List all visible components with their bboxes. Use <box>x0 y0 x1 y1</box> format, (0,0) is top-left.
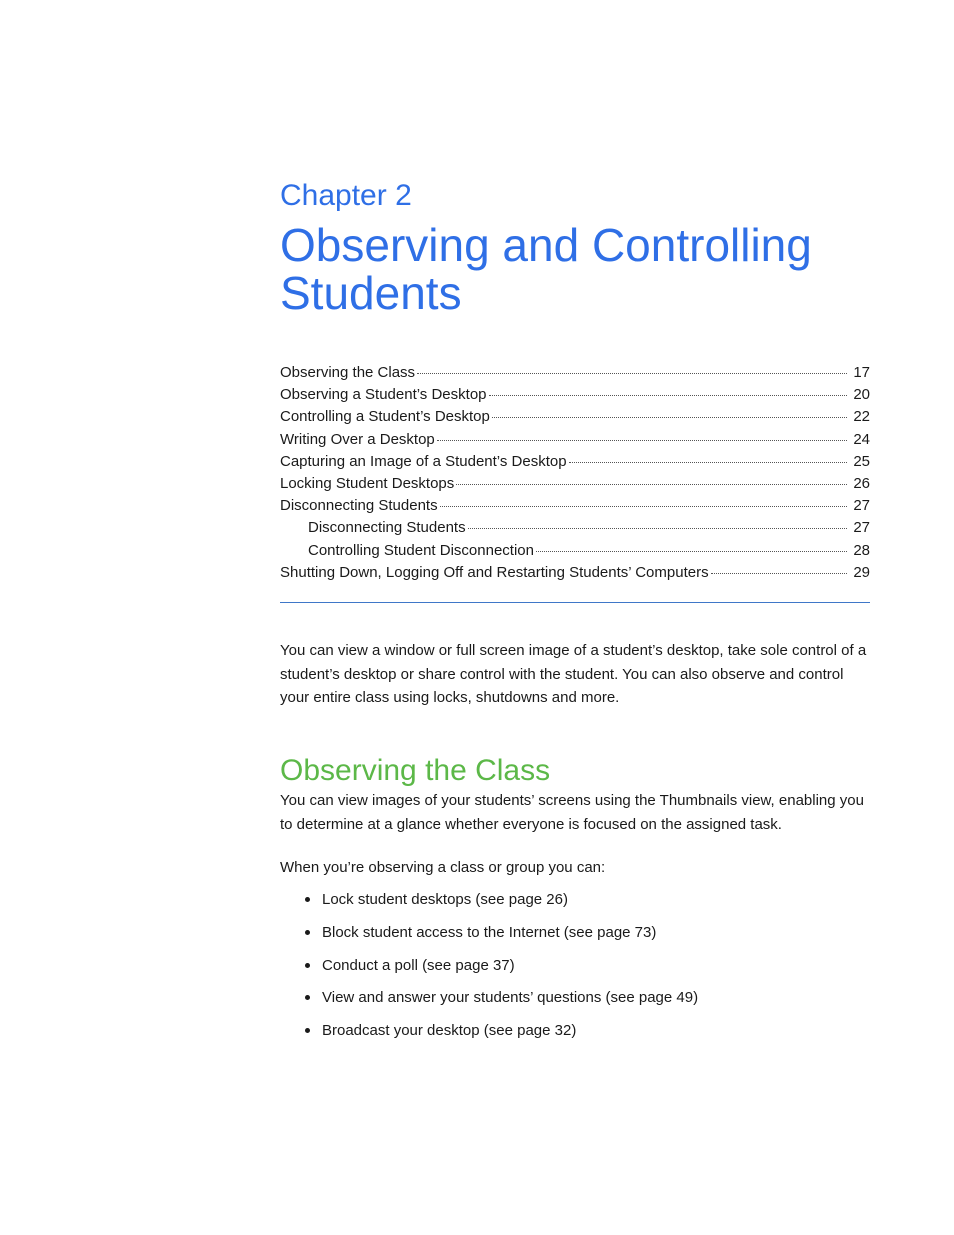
toc-entry-page: 20 <box>853 386 870 404</box>
section-paragraph: You can view images of your students’ screens using the Thumbnails view, enabling you to determine at a glance whether everyone is focused on the assigned task. <box>280 792 864 833</box>
toc-entry-title: Controlling a Student’s Desktop <box>280 408 490 426</box>
toc-leader-dots <box>569 462 848 463</box>
list-item <box>280 954 870 987</box>
toc-entry-page: 26 <box>853 474 870 492</box>
toc-entry[interactable] <box>280 429 870 451</box>
bullet-icon <box>305 930 310 935</box>
toc-entry-page: 25 <box>853 452 870 470</box>
toc-leader-dots <box>489 395 848 396</box>
toc-entry[interactable] <box>280 562 870 584</box>
toc-entry-page: 27 <box>853 497 870 515</box>
list-item-text: Broadcast your desktop (see page 32) <box>322 1022 577 1040</box>
list-item <box>280 888 870 921</box>
toc-entry[interactable] <box>280 473 870 495</box>
toc-entry-page: 17 <box>853 364 870 381</box>
list-item-text: Block student access to the Internet (see page 73) <box>322 923 657 941</box>
toc-leader-dots <box>437 440 848 441</box>
divider <box>280 602 870 603</box>
bullet-icon <box>305 1028 310 1033</box>
bullet-list <box>280 888 870 1052</box>
toc-entry-page: 27 <box>853 519 870 537</box>
toc-leader-dots <box>536 551 847 552</box>
list-item-text: Conduct a poll (see page 37) <box>322 956 515 974</box>
toc-entry-title: Controlling Student Disconnection <box>308 541 534 559</box>
toc-entry[interactable] <box>280 362 870 384</box>
toc-subentry[interactable] <box>280 517 870 539</box>
list-item-text: Lock student desktops (see page 26) <box>322 891 568 908</box>
toc-entry-page: 29 <box>853 563 870 581</box>
chapter-label: Chapter 2 <box>280 179 412 212</box>
bullet-icon <box>305 897 310 902</box>
toc-entry[interactable] <box>280 406 870 428</box>
intro-paragraph: You can view a window or full screen image of a student’s desktop, take sole control of a student’s desktop or share control with the student. You can also observe and control your entire class using locks, shutdowns and more. <box>280 642 867 706</box>
toc-leader-dots <box>456 484 847 485</box>
toc-entry-title: Capturing an Image of a Student’s Desktop <box>280 452 567 470</box>
table-of-contents <box>280 362 870 584</box>
toc-leader-dots <box>468 528 848 529</box>
toc-entry-page: 22 <box>853 408 870 426</box>
toc-entry-title: Locking Student Desktops <box>280 474 455 492</box>
toc-leader-dots <box>711 573 848 574</box>
toc-leader-dots <box>492 417 847 418</box>
bullet-icon <box>305 995 310 1000</box>
toc-entry-title: Shutting Down, Logging Off and Restarting Students’ Computers <box>280 563 709 581</box>
chapter-title: Observing and Controlling Students <box>280 219 812 319</box>
toc-entry[interactable] <box>280 384 870 406</box>
toc-leader-dots <box>440 506 848 507</box>
bullet-icon <box>305 963 310 968</box>
toc-entry-title: Disconnecting Students <box>308 519 466 537</box>
toc-entry-title: Observing the Class <box>280 364 416 381</box>
toc-entry-title: Writing Over a Desktop <box>280 430 435 448</box>
toc-entry-page: 28 <box>853 541 870 559</box>
toc-entry-title: Disconnecting Students <box>280 497 438 515</box>
list-item-text: View and answer your students’ questions (see page 49) <box>322 989 699 1007</box>
toc-entry[interactable] <box>280 451 870 473</box>
section-heading: Observing the Class <box>280 754 551 787</box>
list-item <box>280 1019 870 1052</box>
toc-subentry[interactable] <box>280 540 870 562</box>
list-item <box>280 986 870 1019</box>
toc-leader-dots <box>417 373 847 374</box>
section-lead-text: When you’re observing a class or group you can: <box>280 859 606 876</box>
list-item <box>280 921 870 954</box>
toc-entry[interactable] <box>280 495 870 517</box>
toc-entry-title: Observing a Student’s Desktop <box>280 386 487 404</box>
toc-entry-page: 24 <box>853 430 870 448</box>
